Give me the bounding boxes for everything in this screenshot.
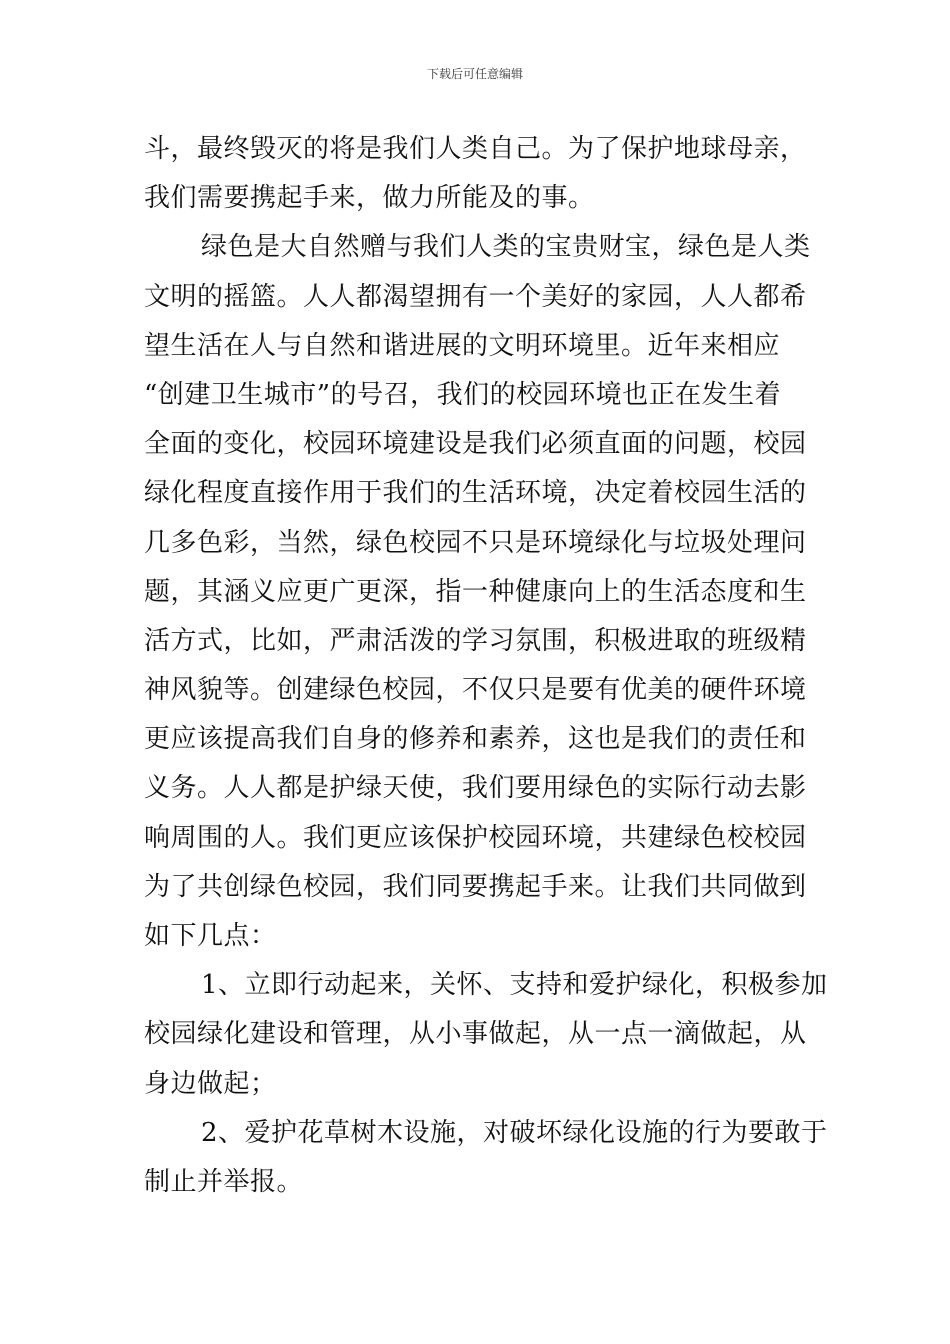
- text-line: 绿化程度直接作用于我们的生活环境，决定着校园生活的: [144, 478, 807, 509]
- text-line: 神风貌等。创建绿色校园，不仅只是要有优美的硬件环境: [144, 675, 807, 706]
- text-line: 文明的摇篮。人人都渴望拥有一个美好的家园，人人都希: [144, 281, 807, 312]
- text-line: 如下几点：: [144, 921, 277, 951]
- text-line: 1、立即行动起来，关怀、支持和爱护绿化，积极参加: [201, 970, 828, 1001]
- text-line: 校园绿化建设和管理，从小事做起，从一点一滴做起，从: [144, 1019, 807, 1050]
- text-line: 全面的变化，校园环境建设是我们必须直面的问题，校园: [144, 429, 807, 460]
- text-line: 斗，最终毁灭的将是我们人类自己。为了保护地球母亲，: [144, 134, 807, 164]
- text-line: 义务。人人都是护绿天使，我们要用绿色的实际行动去影: [144, 773, 807, 804]
- text-line: 绿色是大自然赠与我们人类的宝贵财宝，绿色是人类: [201, 232, 811, 263]
- text-line: 2、爱护花草树木设施，对破坏绿化设施的行为要敢于: [201, 1117, 828, 1148]
- text-line: 身边做起；: [144, 1068, 277, 1099]
- text-line: “创建卫生城市”的号召，我们的校园环境也正在发生着: [144, 379, 782, 410]
- page-header: 下载后可任意编辑: [426, 67, 523, 81]
- text-line: 响周围的人。我们更应该保护校园环境，共建绿色校校园: [144, 822, 807, 853]
- text-line: 我们需要携起手来，做力所能及的事。: [144, 183, 595, 214]
- text-line: 望生活在人与自然和谐进展的文明环境里。近年来相应: [144, 330, 781, 361]
- text-line: 制止并举报。: [144, 1166, 304, 1197]
- text-line: 几多色彩，当然，绿色校园不只是环境绿化与垃圾处理问: [144, 527, 807, 558]
- text-line: 为了共创绿色校园，我们同要携起手来。让我们共同做到: [144, 871, 807, 902]
- text-line: 更应该提高我们自身的修养和素养，这也是我们的责任和: [144, 724, 807, 755]
- text-line: 活方式，比如，严肃活泼的学习氛围，积极进取的班级精: [144, 625, 807, 656]
- text-line: 题，其涵义应更广更深，指一种健康向上的生活态度和生: [144, 576, 807, 607]
- document-body: [144, 125, 828, 1207]
